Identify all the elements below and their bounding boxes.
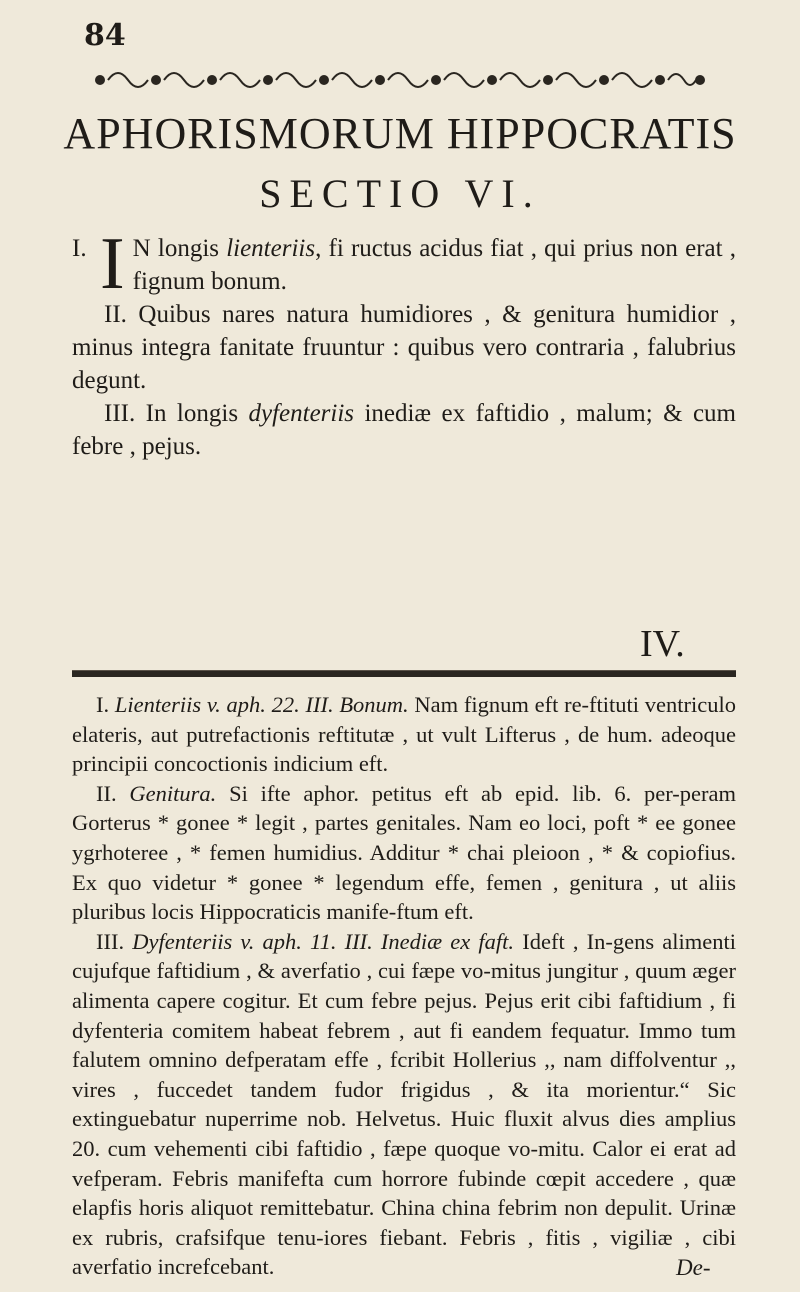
divider-rule: [72, 670, 736, 677]
commentary-3: [72, 927, 736, 1282]
aphorism-1: [72, 223, 736, 305]
page-number: 84: [84, 18, 126, 53]
commentary-number: III.: [96, 928, 125, 954]
commentary-number: I.: [96, 692, 110, 717]
aphorism-2: [72, 298, 736, 397]
aphorism-italic: lienteriis: [226, 235, 316, 262]
commentary-lemma: Bonum.: [339, 692, 409, 717]
commentary-2: [72, 779, 736, 927]
commentary-text: Si ifte aphor. petitus eft ab epid. lib. 6. per-peram Gorterus * gonee * legit , partes genitales. Nam eo loci, poft * ee gonee ygrhoteree , * femen humidius. Additur * chai pleioon , * & copiofius. Ex quo videtur * gonee * legendum effe, femen , genitura , ut aliis pluribus locis Hippocraticis manife-ftum eft.: [72, 780, 736, 925]
aphorism-3: [72, 397, 736, 463]
section-heading: SECTIO VI.: [259, 171, 541, 216]
commentary-1: [72, 690, 736, 779]
aphorism-number: I.: [72, 235, 87, 262]
catchword: De-: [676, 1255, 711, 1280]
aphorism-text: In longis: [145, 400, 249, 427]
aphorism-text: , fi ructus acidus fiat , qui prius non erat , fignum bonum.: [132, 235, 736, 295]
commentary: [72, 690, 736, 1282]
aphorism-italic: dyfenteriis: [248, 400, 355, 427]
drop-cap: I: [100, 223, 125, 305]
commentary-lemma: Inediæ ex faft.: [380, 928, 515, 954]
book-title: APHORISMORUM HIPPOCRATIS: [63, 109, 737, 158]
aphorism-number: II.: [104, 301, 127, 328]
aphorism-number: III.: [104, 400, 136, 427]
continuation-numeral: IV.: [640, 623, 685, 665]
commentary-text: Nam fignum eft re-ftituti ventriculo elateris, aut putrefactionis reftitutæ , ut vult Lifterus , de hum. adeoque principii concoctionis indicium eft.: [72, 692, 736, 777]
aphorism-text: inediæ ex faftidio , malum; & cum febre , pejus.: [72, 400, 736, 460]
aphorism-text: N longis: [132, 235, 227, 262]
commentary-text: Ideft , In-gens alimenti cujufque faftidium , & averfatio , cui fæpe vo-mitus jungitur , quum æger alimenta capere cogitur. Et cum febre pejus. Pejus erit cibi faftidium , fi dyfenteria comitem habeat febrem , aut fi eandem fequatur. Immo tum falutem omnino defperatam effe , fcribit Hollerius ,, nam diffolventur ,, vires , fuccedet tandem fudor frigidus , & ita morientur.“ Sic extinguebatur nuperrime nob. Helvetus. Huic fluxit alvus dies amplius 20. cum vehementi cibi faftidio , fæpe quoque vo-mitu. Calor ei erat ad vefperam. Febris manifefta cum horrore fubinde cœpit accedere , quæ elapfis horis aliquot remittebatur. China china febrim non depulit. Urinæ ex rubris, crafsifque tenu-iores fiebant. Febris , fitis , vigiliæ , cibi averfatio increfcebant.: [72, 928, 736, 1280]
commentary-ref: Genitura.: [129, 780, 217, 806]
commentary-number: II.: [96, 780, 117, 806]
ornament-band: [84, 62, 716, 98]
commentary-ref: Dyfenteriis v. aph. 11. III.: [132, 928, 373, 954]
commentary-ref: Lienteriis v. aph. 22. III.: [114, 692, 334, 717]
aphorism-text: Quibus nares natura humidiores , & genitura humidior , minus integra fanitate fruuntur : quibus vero contraria , falubrius degunt.: [72, 301, 736, 394]
